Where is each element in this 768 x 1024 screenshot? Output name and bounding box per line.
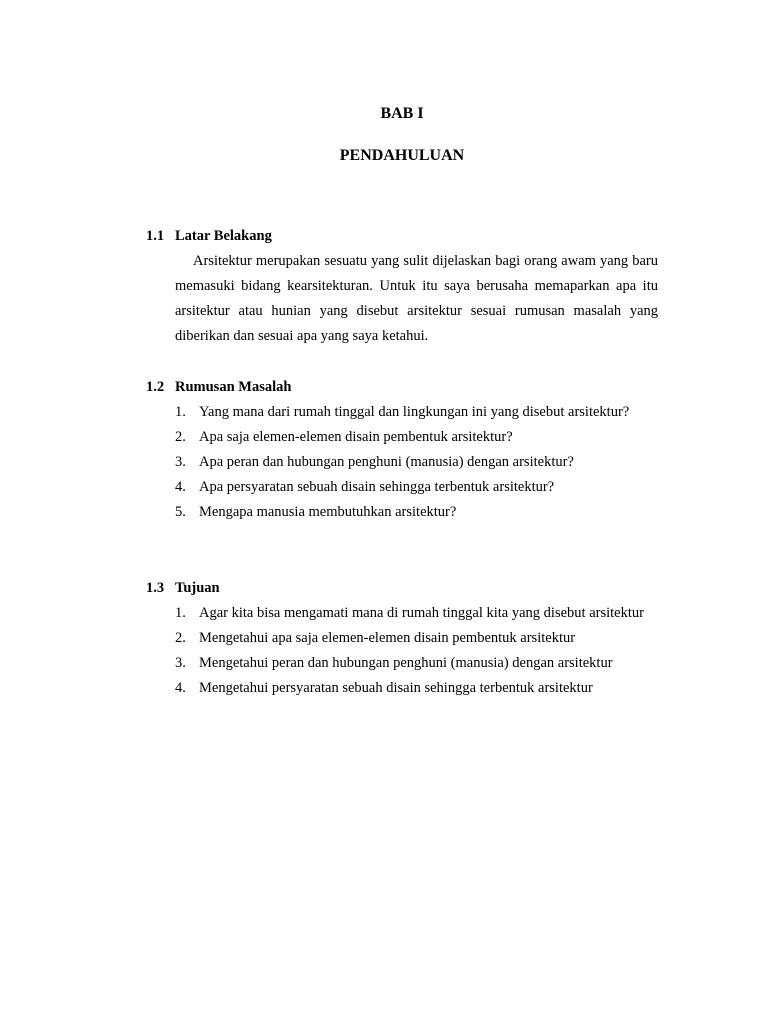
list-item-number: 2. <box>175 630 186 646</box>
list-item-number: 2. <box>175 429 186 445</box>
chapter-title: PENDAHULUAN <box>339 147 465 164</box>
list-item-text: Mengetahui peran dan hubungan penghuni (manusia) dengan arsitektur <box>199 655 613 671</box>
list-item <box>175 425 658 450</box>
list-item-text: Mengetahui apa saja elemen-elemen disain pembentuk arsitektur <box>199 630 576 646</box>
list-item-number: 3. <box>175 655 186 671</box>
list-item-text: Apa persyaratan sebuah disain sehingga terbentuk arsitektur? <box>199 479 555 495</box>
list-item-text: Mengapa manusia membutuhkan arsitektur? <box>199 504 457 520</box>
list-item <box>175 500 658 525</box>
section-heading <box>146 576 658 601</box>
section-latar-belakang <box>146 224 658 349</box>
section-heading <box>146 224 658 249</box>
list-item-number: 3. <box>175 454 186 470</box>
list-item-number: 4. <box>175 680 186 696</box>
list-item <box>175 475 658 500</box>
section-number: 1.1 <box>146 228 165 244</box>
list-item-number: 1. <box>175 605 186 621</box>
list-item <box>175 651 658 676</box>
numbered-list <box>175 400 658 525</box>
list-item-text: Mengetahui persyaratan sebuah disain sehingga terbentuk arsitektur <box>199 680 593 696</box>
list-item <box>175 676 658 701</box>
section-number: 1.2 <box>146 379 165 395</box>
section-heading <box>146 375 658 400</box>
list-item-text: Yang mana dari rumah tinggal dan lingkungan ini yang disebut arsitektur? <box>199 404 630 420</box>
list-item-text: Apa saja elemen-elemen disain pembentuk arsitektur? <box>199 429 513 445</box>
chapter-number: BAB I <box>380 105 424 122</box>
list-item-text: Apa peran dan hubungan penghuni (manusia) dengan arsitektur? <box>199 454 574 470</box>
numbered-list <box>175 601 658 701</box>
list-item-number: 5. <box>175 504 186 520</box>
section-title: Latar Belakang <box>175 228 272 244</box>
list-item-number: 1. <box>175 404 186 420</box>
section-tujuan <box>146 576 658 701</box>
section-title: Rumusan Masalah <box>175 379 292 395</box>
list-item <box>175 400 658 425</box>
list-item <box>175 450 658 475</box>
list-item <box>175 601 658 626</box>
section-number: 1.3 <box>146 580 165 596</box>
list-item-text: Agar kita bisa mengamati mana di rumah tinggal kita yang disebut arsitektur <box>199 605 644 621</box>
list-item <box>175 626 658 651</box>
section-paragraph: Arsitektur merupakan sesuatu yang sulit dijelaskan bagi orang awam yang baru memasuki bidang kearsitekturan. Untuk itu saya berusaha memaparkan apa itu arsitektur atau hunian yang disebut arsitektur sesuai rumusan masalah yang diberikan dan sesuai apa yang saya ketahui. <box>175 253 658 344</box>
section-rumusan-masalah <box>146 375 658 525</box>
section-title: Tujuan <box>175 580 220 596</box>
list-item-number: 4. <box>175 479 186 495</box>
